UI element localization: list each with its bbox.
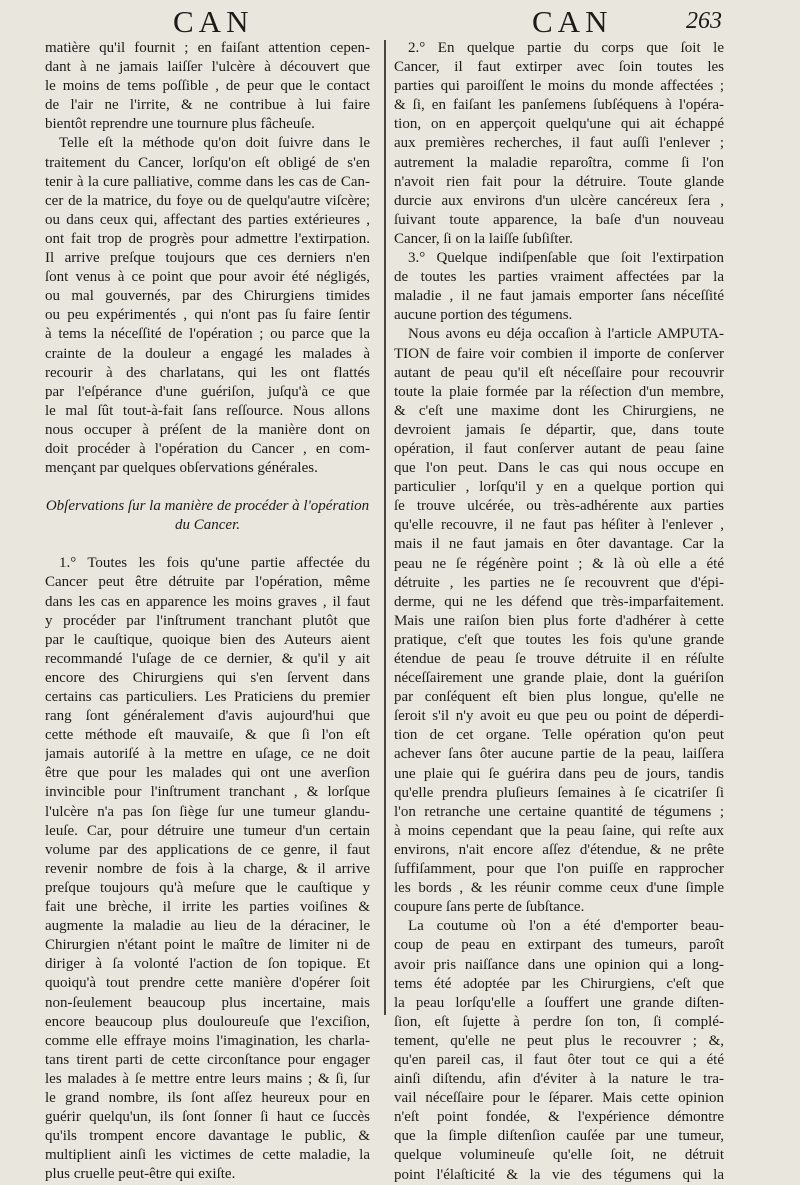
text-line: multiplient ainſi les victimes de cette maladie, la <box>45 1147 370 1164</box>
text-line: ſion, eſt ſujette à perdre ſon ton, ſi complé- <box>394 1013 724 1030</box>
text-line: le moins de tems poſſible , de peur que le contact <box>45 78 370 95</box>
text-line: Nous avons eu déja occaſion à l'article AMPUTA- <box>408 326 724 343</box>
text-line: de l'air ne l'irrite, & ne contribue à lui faire <box>45 97 370 114</box>
text-line: quoiqu'à tout prendre cette manière d'opérer ſoit <box>45 975 370 992</box>
running-header-right: CAN <box>532 4 613 39</box>
text-line: que l'on peut. Dans le cas qui nous occupe en <box>394 460 724 477</box>
text-line: n'eſt point fondée, & l'expérience démontre <box>394 1109 724 1126</box>
text-line: ſeroit s'il n'y avoit eu que peu ou point de déperdi- <box>394 708 724 725</box>
text-line: rang ſont généralement d'avis aujourd'hui que <box>45 708 370 725</box>
text-line: & ſi, en faiſant les panſemens ſubſéquens à l'opéra- <box>394 97 724 114</box>
text-line: vail néceſſaire pour le ſéparer. Mais cette opinion <box>394 1090 724 1107</box>
text-line: l'ulcère n'a pas ſon ſiège ſur une tumeur glandu- <box>45 803 370 820</box>
section-heading: Obſervations ſur la manière de procéder à l'opération <box>45 498 370 515</box>
text-line: traitement du Cancer, lorſqu'on eſt obligé de s'en <box>45 154 370 171</box>
text-line: Cancer peut être détruite par l'opération, même <box>45 574 370 591</box>
section-heading: du Cancer. <box>175 517 240 534</box>
text-line: invincible pour l'inſtrument tranchant , & lorſque <box>45 784 370 801</box>
text-line: dans les cas en apparence les moins graves , il faut <box>45 593 370 610</box>
text-line: opération, il faut conſerver autant de peau ſaine <box>394 440 724 457</box>
text-line: par l'eſpérance d'une guériſon, juſqu'à ce que <box>45 383 370 400</box>
text-line: dant à ne jamais laiſſer l'ulcère à découvert que <box>45 59 370 76</box>
text-line: diriger à ſa volonté l'action de ſon topique. Et <box>45 956 370 973</box>
text-line: étendue de peau ſe trouve détruite il en réſulte <box>394 651 724 667</box>
text-line: autrement la maladie reparoîtra, comme ſi l'on <box>394 154 724 171</box>
text-line: avoir pris naiſſance dans une opinion qui a long- <box>394 956 724 973</box>
text-line: la peau lorſqu'elle a ſouffert une grande diſten- <box>394 994 724 1011</box>
text-line: tement, qu'elle ne peut plus le recouvrer ; &, <box>394 1032 724 1049</box>
text-line: à moins cependant que la peau ſaine, qui reſte aux <box>394 822 724 839</box>
text-line: non-ſeulement beaucoup plus incertaine, mais <box>45 994 370 1011</box>
text-line: ainſi diſtendu, afin d'éviter à la nature le tra- <box>394 1071 724 1088</box>
text-line: maladie , il ne faut jamais emporter ſans néceſſité <box>394 288 724 305</box>
text-line: qu'elle prendra pluſieurs ſemaines à ſe cicatriſer ſi <box>394 784 724 801</box>
text-line: ſont venus à ce point que pour avoir été négligés, <box>45 269 370 286</box>
text-line: augmente la maladie au lieu de la déraciner, le <box>45 918 370 935</box>
text-line: coupure ſans perte de ſubſtance. <box>394 899 585 916</box>
text-line: à tems la néceſſité de l'opération ; ou parce que la <box>45 326 370 343</box>
text-line: une plaie qui ſe guérira dans peu de jours, tandis <box>394 765 724 782</box>
text-line: Telle eſt la méthode qu'on doit ſuivre dans le <box>59 135 370 152</box>
text-line: les malades à ſe mettre entre leurs mains ; & ſi, ſur <box>45 1070 370 1087</box>
text-line: ou peu expérimentés , qui n'ont pas ſu faire ſentir <box>45 307 370 324</box>
text-line: derme, qui ne les défend que très-imparfaitement. <box>394 593 724 610</box>
text-line: Chirurgien n'étant point le maître de limiter ni de <box>45 937 370 954</box>
text-line: bientôt reprendre une tournure plus fâcheuſe. <box>45 116 315 133</box>
text-line: preſque toujours qu'à meſure que le cauſtique y <box>45 879 370 896</box>
text-line: leuſe. Car, pour détruire une tumeur d'un certain <box>45 822 370 839</box>
text-line: ont fait trop de progrès pour admettre l'extirpation. <box>45 230 370 247</box>
text-line: recommandé l'uſage de ce dernier, & qu'il y ait <box>45 650 370 667</box>
text-line: Mais une raiſon bien plus forte d'adhérer à cette <box>394 612 724 629</box>
text-line: 3.° Quelque indiſpenſable que ſoit l'extirpation <box>408 250 724 267</box>
running-header-left: CAN <box>173 4 254 39</box>
text-line: & c'eſt une maxime dont les Chirurgiens, ne <box>394 402 724 419</box>
text-line: comme elle effraye moins l'imagination, les charla- <box>45 1032 370 1049</box>
text-line: parties qui paroiſſent le moins du monde affectées ; <box>394 78 724 95</box>
text-line: l'on retranche une certaine quantité de tégumens ; <box>394 803 724 820</box>
text-line: tans tirent parti de cette circonſtance pour engager <box>45 1051 370 1068</box>
text-line: tion de cet organe. Telle opération qu'on peut <box>394 727 724 744</box>
text-line: n'avoit rien fait pour la détruire. Toute glande <box>394 173 724 190</box>
right-column <box>394 39 724 1185</box>
text-line: autant de peau qu'il eſt néceſſaire pour recouvrir <box>394 364 724 381</box>
text-line: coup de peau en extirpant des tumeurs, paroît <box>394 937 724 954</box>
text-line: cette méthode eſt mauvaiſe, & que ſi l'on eſt <box>45 727 370 744</box>
text-line: ſe trouve ulcérée, ou très-adhérente aux parties <box>394 498 724 515</box>
text-line: ſuivant toute apparence, la baſe d'un nouveau <box>394 211 724 228</box>
text-line: particulier , lorſqu'il y en a quelque portion qui <box>394 479 724 496</box>
text-line: néceſſairement une grande plaie, dont la guériſon <box>394 670 724 687</box>
text-line: tion, on en apperçoit quelqu'une qui ait échappé <box>394 116 724 133</box>
text-line: cer de la matrice, du foye ou de quelqu'autre viſcère; <box>45 192 370 209</box>
text-line: volume par des applications de ce genre, il faut <box>45 841 370 858</box>
text-line: détruite , les parties ne ſe recouvrent que d'épi- <box>394 574 724 591</box>
text-line: par conſéquent eſt bien plus longue, qu'elle ne <box>394 689 724 706</box>
text-line: les bords , & les réunir comme ceux d'une ſimple <box>394 880 724 897</box>
text-line: doit procéder à l'opération du Cancer , en com- <box>45 440 370 457</box>
text-line: mençant par quelques obſervations générales. <box>45 460 318 477</box>
text-line: durcie aux environs d'un ulcère cancéreux ſera , <box>394 192 724 209</box>
text-line: que la ſimple diſtenſion cauſée par une tumeur, <box>394 1128 724 1145</box>
text-line: mais il ne faut jamais en ôter davantage. Car la <box>394 536 724 553</box>
text-line: 2.° En quelque partie du corps que ſoit le <box>408 40 724 56</box>
text-line: plus cruelle peut-être qui exiſte. <box>45 1166 236 1183</box>
text-line: recourir à des charlatans, qui les ont flattés <box>45 364 370 381</box>
text-line: point l'élaſticité & la vie des tégumens qui la <box>394 1166 724 1183</box>
text-line: le mal ſût tout-à-fait ſans reſſource. Nous allons <box>45 402 370 419</box>
left-column <box>45 39 370 1184</box>
text-line: Il arrive preſque toujours que ces derniers n'en <box>45 250 370 267</box>
text-line: guérir quelqu'un, ils ſont ſonner ſi haut ce ſuccès <box>45 1109 370 1126</box>
text-line: achever ſans ôter aucune partie de la peau, laiſſera <box>394 746 724 763</box>
text-line: aux premières recherches, il faut auſſi l'enlever ; <box>394 135 724 152</box>
text-line: crainte de la douleur a engagé les malades à <box>45 345 370 362</box>
page-number: 263 <box>686 8 722 34</box>
text-line: aucune portion des tégumens. <box>394 307 573 324</box>
text-line: par le cauſtique, quoique bien des Auteurs aient <box>45 631 370 648</box>
text-line: devroient jamais ſe départir, que, dans toute <box>394 421 724 438</box>
text-line: encore beaucoup plus douloureuſe que l'exciſion, <box>45 1013 370 1030</box>
text-line: revenir nombre de fois à la charge, & il arrive <box>45 860 370 877</box>
text-line: TION de faire voir combien il importe de conſerver <box>394 345 724 362</box>
text-line: La coutume où l'on a été d'emporter beau- <box>408 918 724 935</box>
text-line: fait une brèche, il irrite les parties voiſines & <box>45 899 370 916</box>
text-line: quelque volumineuſe qu'elle ſoit, ne détruit <box>394 1147 724 1164</box>
blank-line <box>45 535 370 554</box>
text-line: peau ne ſe régénère point ; & là où elle a été <box>394 555 724 572</box>
text-line: Cancer, ſi on la laiſſe ſubſiſter. <box>394 230 573 247</box>
text-line: qu'en pareil cas, il faut ôter tout ce qui a été <box>394 1051 724 1068</box>
text-line: nous occuper à préſent de la manière dont on <box>45 421 370 438</box>
text-line: pratique, c'eſt que toutes les fois qu'une grande <box>394 631 724 648</box>
text-line: toute la plaie formée par la réſection d'un membre, <box>394 383 724 400</box>
text-line: environs, n'ait encore aſſez d'étendue, & ne prête <box>394 841 724 858</box>
text-line: le grand nombre, ils ſont aſſez heureux pour en <box>45 1089 370 1106</box>
text-line: de toutes les parties vraiment affectées par la <box>394 269 724 286</box>
text-line: ou dans ceux qui, affectant des parties extérieures , <box>45 211 370 228</box>
text-line: certains cas particuliers. Les Praticiens du premier <box>45 689 370 705</box>
column-divider <box>384 40 386 1015</box>
text-line: ſuffiſamment, pour que l'on puiſſe en rapprocher <box>394 861 724 878</box>
text-line: tems été adoptée par les Chirurgiens, c'eſt que <box>394 975 724 992</box>
text-line: matière qu'il fournit ; en faiſant attention cepen- <box>45 40 370 56</box>
text-line: tenir à la cure palliative, comme dans les cas de Can- <box>45 173 370 190</box>
text-line: qu'ils trompent encore davantage le public, & <box>45 1128 370 1145</box>
text-line: Cancer, il faut extirper avec ſoin toutes les <box>394 59 724 76</box>
text-line: ou mal gouvernés, par des Chirurgiens timides <box>45 288 370 305</box>
text-line: 1.° Toutes les fois qu'une partie affectée du <box>59 555 370 572</box>
text-line: qu'elle recouvre, il ne faut pas héſiter à l'enlever , <box>394 517 724 534</box>
blank-line <box>45 478 370 497</box>
text-line: encore des Chirurgiens qui s'en ſervent dans <box>45 669 370 686</box>
text-line: y procéder par l'inſtrument tranchant plutôt que <box>45 612 370 629</box>
text-line: jamais autoriſé à la mettre en uſage, ce ne doit <box>45 746 370 763</box>
text-line: être que pour les malades qui ont une averſion <box>45 765 370 782</box>
